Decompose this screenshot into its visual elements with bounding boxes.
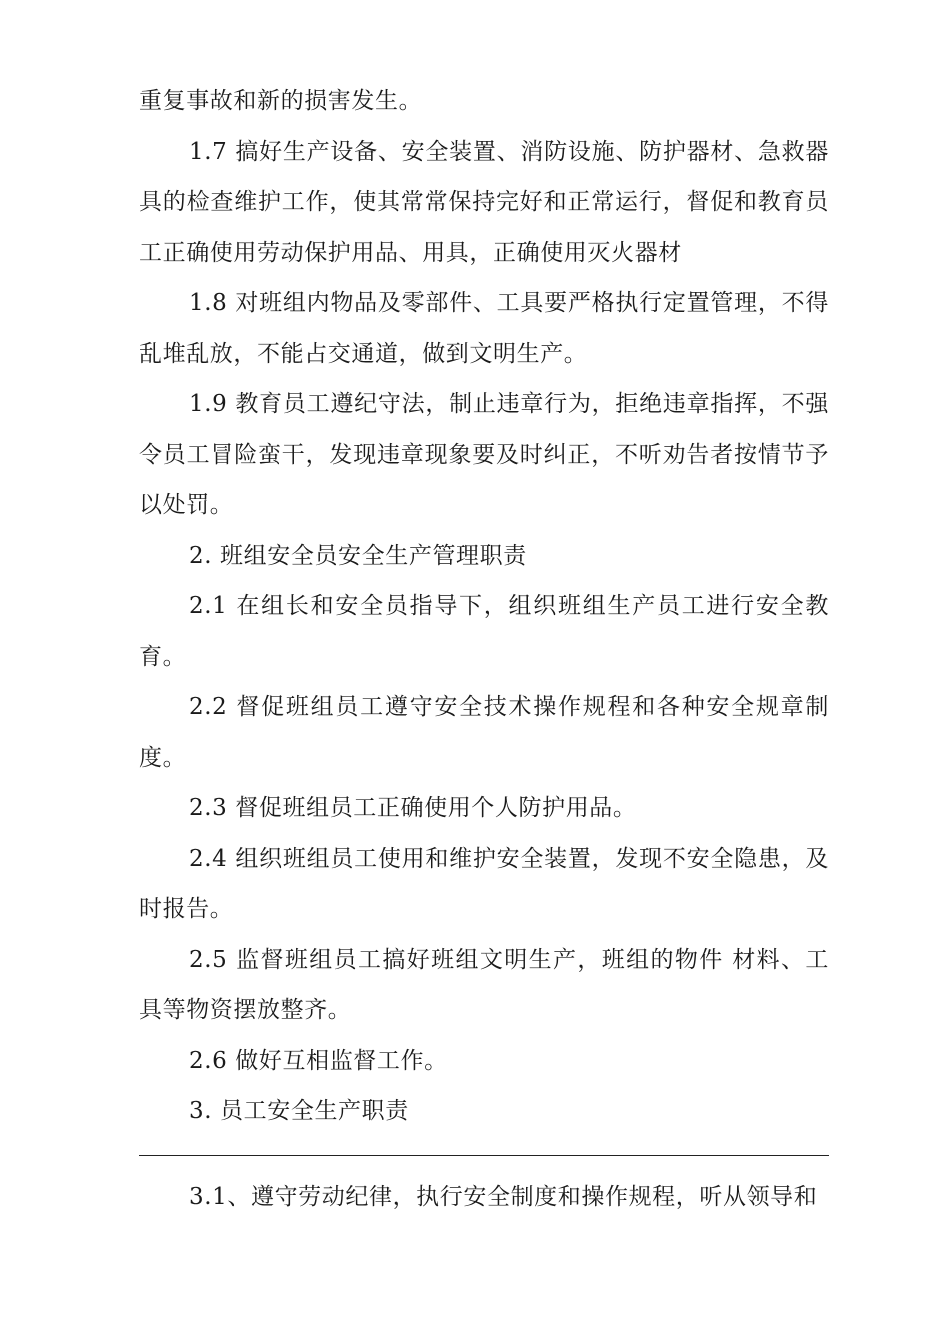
section-heading: 2. 班组安全员安全生产管理职责	[189, 542, 527, 569]
paragraph: 2.1 在组长和安全员指导下，组织班组生产员工进行安全教育。	[139, 593, 829, 670]
section-heading: 3. 员工安全生产职责	[189, 1098, 409, 1124]
document-continuation	[139, 1172, 829, 1223]
paragraph: 1.7 搞好生产设备、安全装置、消防设施、防护器材、急救器具的检查维护工作，使其常常保持完好和正常运行，督促和教育员工正确使用劳动保护用品、用具，正确使用灭火器材	[139, 138, 829, 266]
paragraph: 2.2 督促班组员工遵守安全技术操作规程和各种安全规章制度。	[139, 694, 829, 771]
paragraph: 2.5 监督班组员工搞好班组文明生产，班组的物件 材料、工具等物资摆放整齐。	[139, 946, 829, 1023]
horizontal-divider	[139, 1155, 829, 1156]
paragraph: 重复事故和新的损害发生。	[139, 88, 423, 114]
paragraph: 1.9 教育员工遵纪守法，制止违章行为，拒绝违章指挥，不强令员工冒险蛮干，发现违章现象要及时纠正，不听劝告者按情节予以处罚。	[139, 391, 829, 518]
paragraph: 3.1、遵守劳动纪律，执行安全制度和操作规程，听从领导和	[189, 1184, 818, 1210]
paragraph: 2.6 做好互相监督工作。	[189, 1047, 448, 1074]
document-body	[139, 76, 829, 1137]
paragraph: 2.4 组织班组员工使用和维护安全装置，发现不安全隐患，及时报告。	[139, 845, 829, 922]
paragraph: 2.3 督促班组员工正确使用个人防护用品。	[189, 795, 637, 821]
paragraph: 1.8 对班组内物品及零部件、工具要严格执行定置管理，不得乱堆乱放，不能占交通道，做到文明生产。	[139, 290, 829, 367]
